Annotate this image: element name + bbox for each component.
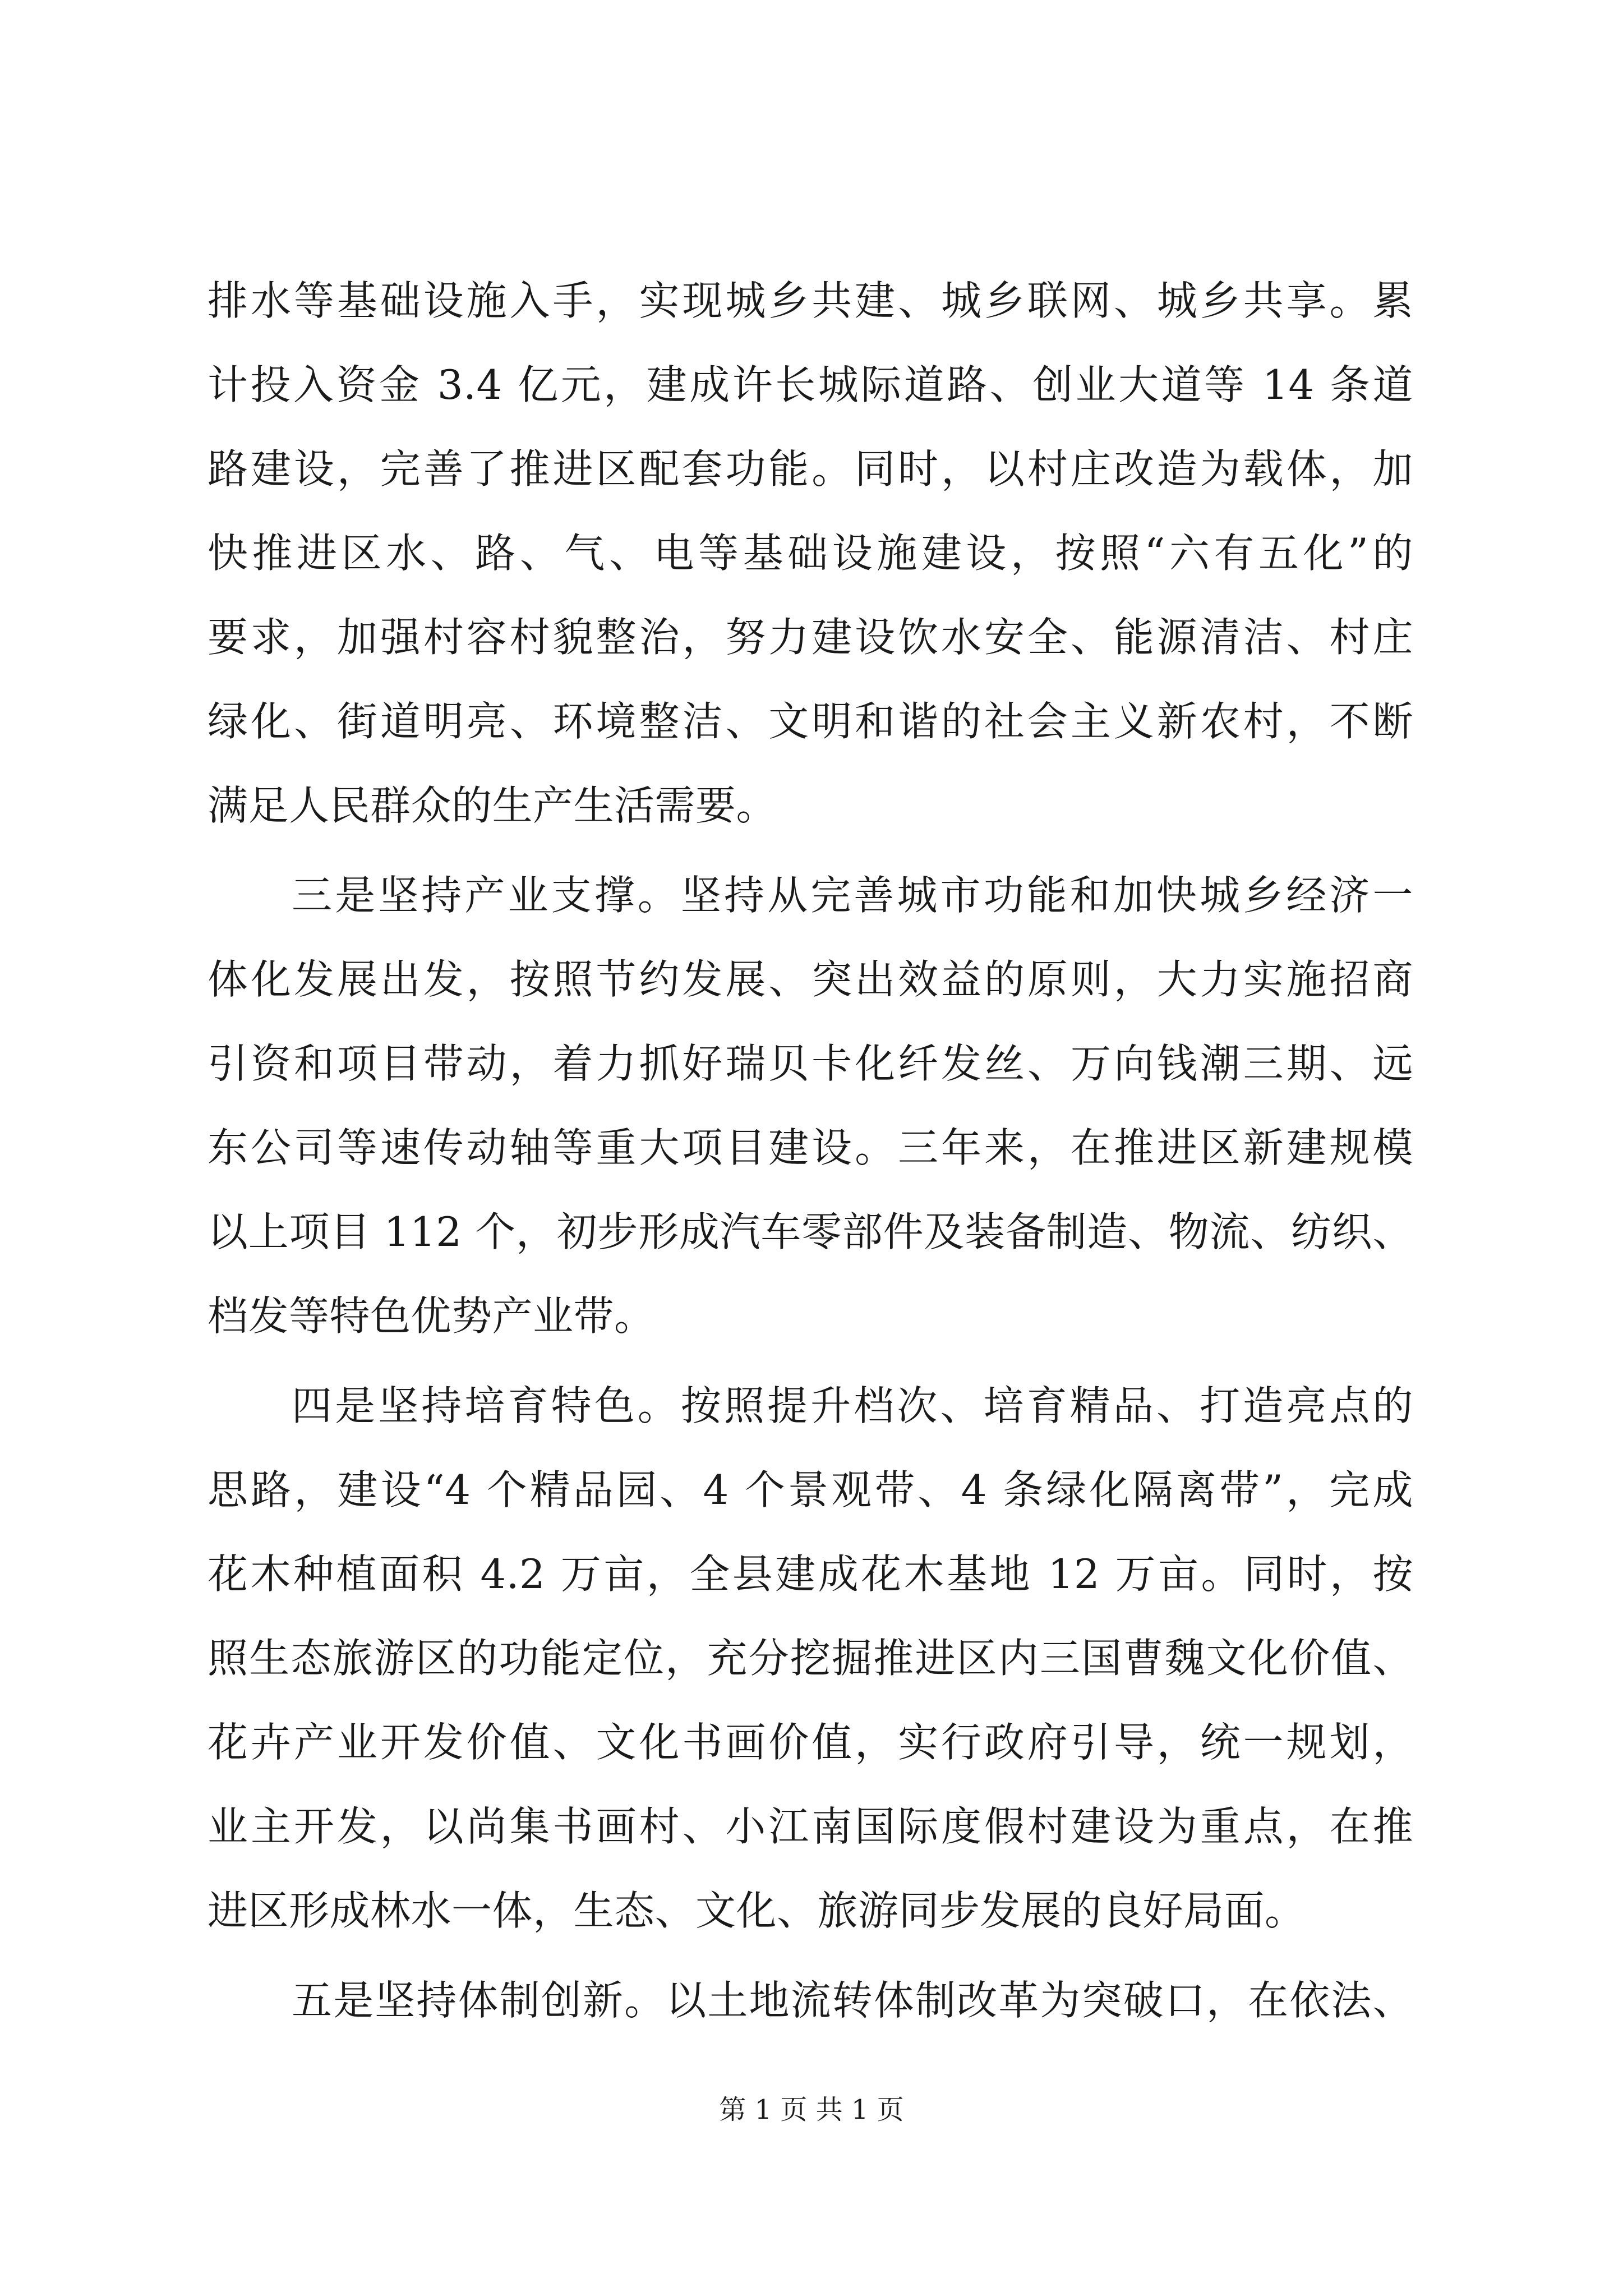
text-line: 要求，加强村容村貌整治，努力建设饮水安全、能源清洁、村庄: [208, 614, 1413, 661]
page-footer: 第 1 页 共 1 页: [719, 2094, 904, 2125]
paragraph-first-line: 三是坚持产业支撑。坚持从完善城市功能和加快城乡经济一: [292, 872, 1413, 919]
text-line: 绿化、街道明亮、环境整洁、文明和谐的社会主义新农村，不断: [208, 698, 1413, 745]
text-line: 快推进区水、路、气、电等基础设施建设，按照“六有五化”的: [208, 530, 1413, 577]
text-line: 业主开发，以尚集书画村、小江南国际度假村建设为重点，在推: [208, 1803, 1413, 1850]
paragraph-first-line: 四是坚持培育特色。按照提升档次、培育精品、打造亮点的: [292, 1382, 1413, 1429]
text-line: 花卉产业开发价值、文化书画价值，实行政府引导，统一规划，: [208, 1719, 1413, 1766]
text-line: 引资和项目带动，着力抓好瑞贝卡化纤发丝、万向钱潮三期、远: [208, 1040, 1413, 1087]
text-line: 计投入资金 3.4 亿元，建成许长城际道路、创业大道等 14 条道: [208, 361, 1413, 408]
paragraph-last-line: 档发等特色优势产业带。: [208, 1292, 655, 1340]
text-line: 路建设，完善了推进区配套功能。同时，以村庄改造为载体，加: [208, 445, 1413, 493]
text-line: 思路，建设“4 个精品园、4 个景观带、4 条绿化隔离带”，完成: [208, 1466, 1413, 1513]
text-line: 以上项目 112 个，初步形成汽车零部件及装备制造、物流、纺织、: [208, 1208, 1413, 1255]
text-line: 照生态旅游区的功能定位，充分挖掘推进区内三国曹魏文化价值、: [208, 1635, 1413, 1682]
text-line: 花木种植面积 4.2 万亩，全县建成花木基地 12 万亩。同时，按: [208, 1550, 1413, 1598]
paragraph-last-line: 满足人民群众的生产生活需要。: [208, 782, 777, 829]
text-line: 排水等基础设施入手，实现城乡共建、城乡联网、城乡共享。累: [208, 277, 1413, 324]
paragraph-last-line: 进区形成林水一体，生态、文化、旅游同步发展的良好局面。: [208, 1887, 1306, 1934]
text-line: 体化发展出发，按照节约发展、突出效益的原则，大力实施招商: [208, 956, 1413, 1003]
text-line: 东公司等速传动轴等重大项目建设。三年来，在推进区新建规模: [208, 1124, 1413, 1171]
paragraph-first-line: 五是坚持体制创新。以土地流转体制改革为突破口，在依法、: [292, 1977, 1413, 2024]
